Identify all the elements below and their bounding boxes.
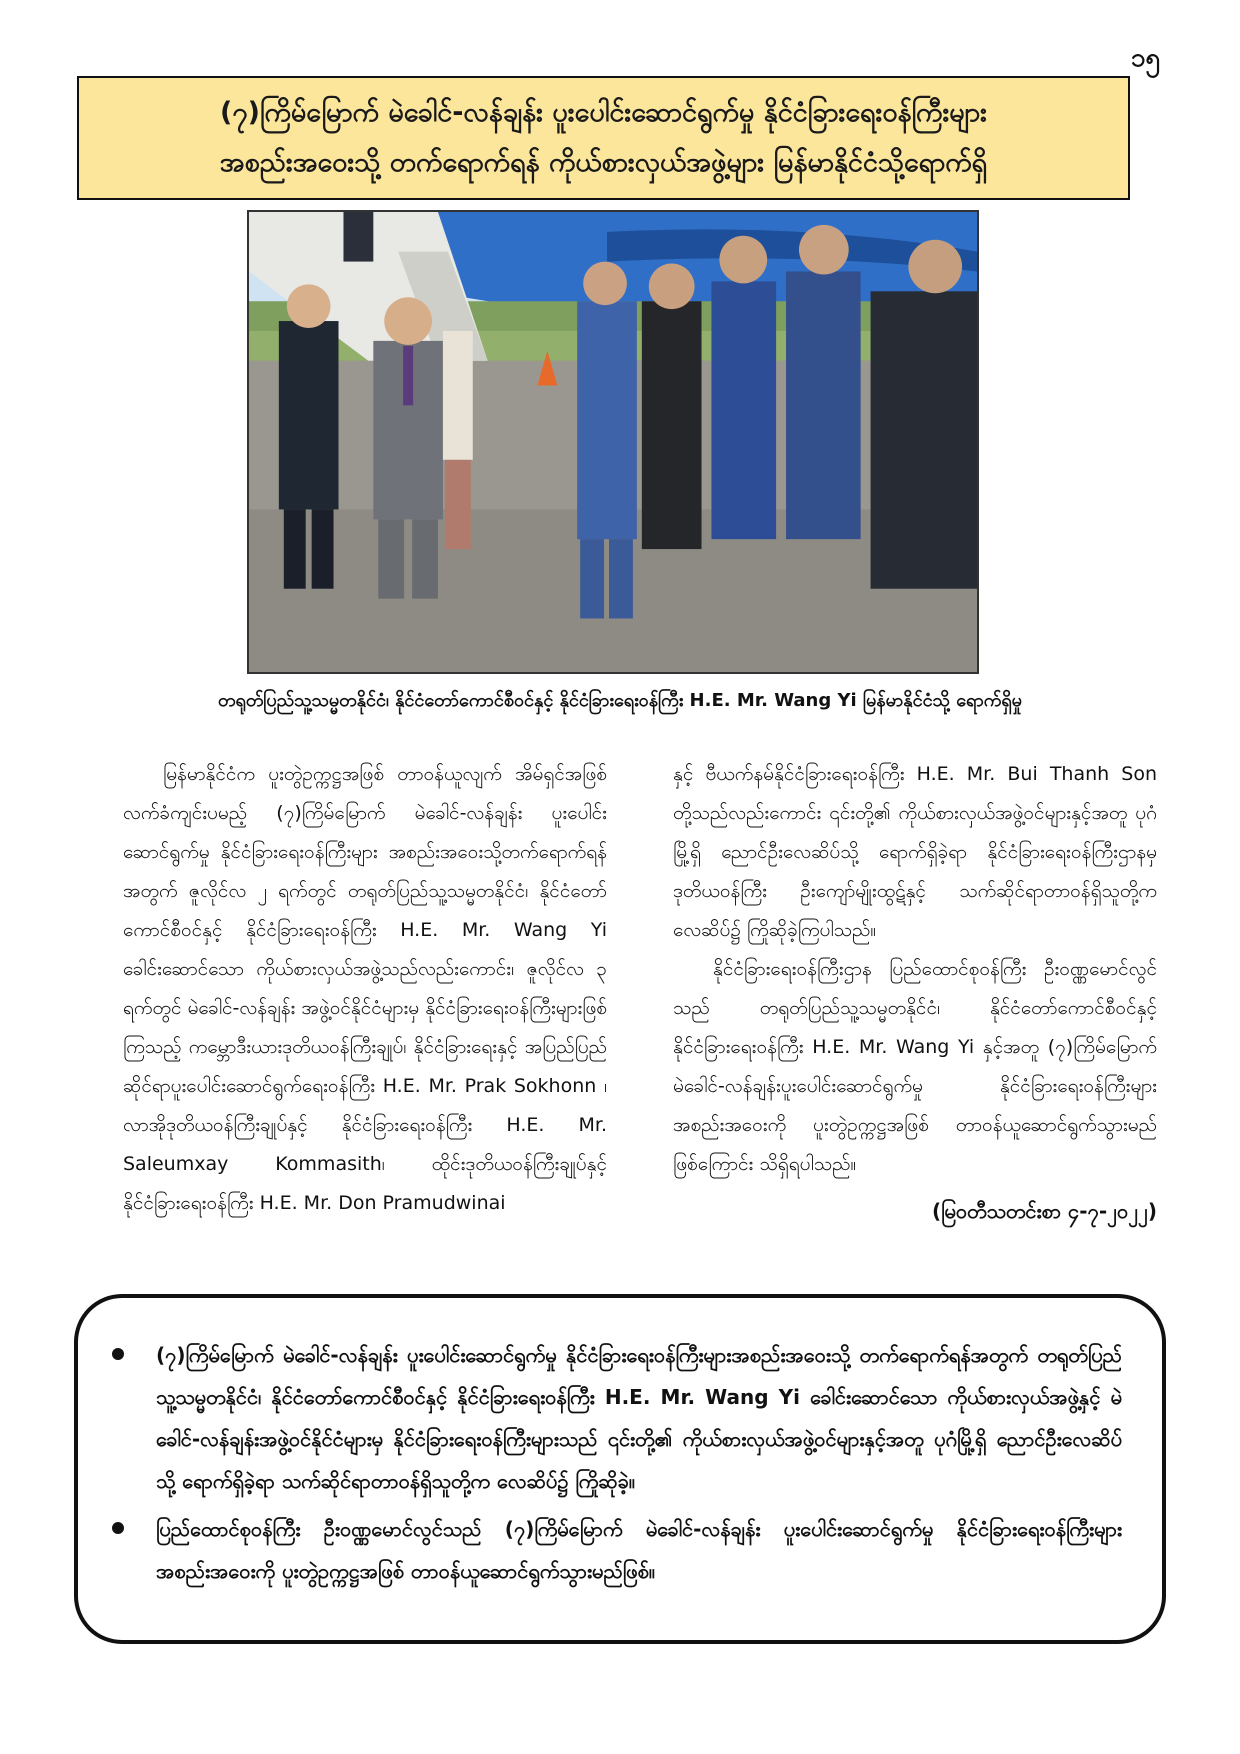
headline-line-2: အစည်းအဝေးသို့ တက်ရောက်ရန် ကိုယ်စားလှယ်အဖွဲ့များ မြန်မာနိုင်ငံသို့ရောက်ရှိ: [219, 147, 988, 178]
page-number: ၁၅: [1130, 43, 1160, 73]
article-body: [123, 755, 1157, 1255]
summary-item: [108, 1508, 1122, 1592]
summary-item: [108, 1334, 1122, 1502]
article-paragraph: နှင့် ဗီယက်နမ်နိုင်ငံခြားရေးဝန်ကြီး H.E. Mr. Bui Thanh Son တို့သည်လည်းကောင်း ၎င်းတို့၏ ကိုယ်စားလှယ်အဖွဲ့ဝင်များနှင့်အတူ ပုဂံမြို့ရှိ ညောင်ဦးလေဆိပ်သို့ ရောက်ရှိခဲ့ရာ နိုင်ငံခြားရေးဝန်ကြီးဌာနမှ ဒုတိယဝန်ကြီး ဦးကျော်မျိုးထွဋ်နှင့် သက်ဆိုင်ရာတာဝန်ရှိသူတို့က လေဆိပ်၌ ကြိုဆိုခဲ့ကြပါသည်။: [673, 763, 1157, 941]
photo-caption: တရုတ်ပြည်သူ့သမ္မတနိုင်ငံ၊ နိုင်ငံတော်ကောင်စီဝင်နှင့် နိုင်ငံခြားရေးဝန်ကြီး H.E. Mr. Wang Yi မြန်မာနိုင်ငံသို့ ရောက်ရှိမှု: [218, 690, 1022, 711]
news-photo: [247, 210, 979, 674]
summary-text: (၇)ကြိမ်မြောက် မဲခေါင်-လန်ချန်း ပူးပေါင်းဆောင်ရွက်မှု နိုင်ငံခြားရေးဝန်ကြီးများအစည်းအဝေးသို့ တက်ရောက်ရန်အတွက် တရုတ်ပြည်သူ့သမ္မတနိုင်ငံ၊ နိုင်ငံတော်ကောင်စီဝင်နှင့် နိုင်ငံခြားရေးဝန်ကြီး H.E. Mr. Wang Yi ခေါင်းဆောင်သော ကိုယ်စားလှယ်အဖွဲ့နှင့် မဲခေါင်-လန်ချန်းအဖွဲ့ဝင်နိုင်ငံများမှ နိုင်ငံခြားရေးဝန်ကြီးများသည် ၎င်းတို့၏ ကိုယ်စားလှယ်အဖွဲ့ဝင်များနှင့်အတူ ပုဂံမြို့ရှိ ညောင်ဦးလေဆိပ်သို့ ရောက်ရှိခဲ့ရာ သက်ဆိုင်ရာတာဝန်ရှိသူတို့က လေဆိပ်၌ ကြိုဆိုခဲ့။: [156, 1343, 1122, 1493]
article-column-left: [123, 755, 607, 1255]
article-paragraph: နိုင်ငံခြားရေးဝန်ကြီးဌာန ပြည်ထောင်စုဝန်ကြီး ဦးဝဏ္ဏမောင်လွင်သည် တရုတ်ပြည်သူ့သမ္မတနိုင်ငံ၊ နိုင်ငံတော်ကောင်စီဝင်နှင့် နိုင်ငံခြားရေးဝန်ကြီး H.E. Mr. Wang Yi နှင့်အတူ (၇)ကြိမ်မြောက် မဲခေါင်-လန်ချန်းပူးပေါင်းဆောင်ရွက်မှု နိုင်ငံခြားရေးဝန်ကြီးများအစည်းအဝေးကို ပူးတွဲဥက္ကဋ္ဌအဖြစ် တာဝန်ယူဆောင်ရွက်သွားမည်ဖြစ်ကြောင်း သိရှိရပါသည်။: [673, 958, 1157, 1175]
airport-arrival-photo: [249, 212, 977, 672]
summary-list: [108, 1334, 1122, 1592]
headline-box: [77, 76, 1130, 200]
headline-line-1: (၇)ကြိမ်မြောက် မဲခေါင်-လန်ချန်း ပူးပေါင်းဆောင်ရွက်မှု နိုင်ငံခြားရေးဝန်ကြီးများ: [220, 97, 987, 128]
source-citation: (မြဝတီသတင်းစာ ၄-၇-၂၀၂၂): [931, 1199, 1157, 1223]
summary-box: [74, 1294, 1166, 1644]
article-paragraph: မြန်မာနိုင်ငံက ပူးတွဲဥက္ကဋ္ဌအဖြစ် တာဝန်ယူလျက် အိမ်ရှင်အဖြစ် လက်ခံကျင်းပမည့် (၇)ကြိမ်မြောက် မဲခေါင်-လန်ချန်း ပူးပေါင်းဆောင်ရွက်မှု နိုင်ငံခြားရေးဝန်ကြီးများ အစည်းအဝေးသို့တက်ရောက်ရန်အတွက် ဇူလိုင်လ ၂ ရက်တွင် တရုတ်ပြည်သူ့သမ္မတနိုင်ငံ၊ နိုင်ငံတော်ကောင်စီဝင်နှင့် နိုင်ငံခြားရေးဝန်ကြီး H.E. Mr. Wang Yi ခေါင်းဆောင်သော ကိုယ်စားလှယ်အဖွဲ့သည်လည်းကောင်း၊ ဇူလိုင်လ ၃ ရက်တွင် မဲခေါင်-လန်ချန်း အဖွဲ့ဝင်နိုင်ငံများမှ နိုင်ငံခြားရေးဝန်ကြီးများဖြစ်ကြသည့် ကမ္ဘောဒီးယားဒုတိယဝန်ကြီးချုပ်၊ နိုင်ငံခြားရေးနှင့် အပြည်ပြည်ဆိုင်ရာပူးပေါင်းဆောင်ရွက်ရေးဝန်ကြီး H.E. Mr. Prak Sokhonn ၊ လာအိုဒုတိယဝန်ကြီးချုပ်နှင့် နိုင်ငံခြားရေးဝန်ကြီး H.E. Mr. Saleumxay Kommasith၊ ထိုင်းဒုတိယဝန်ကြီးချုပ်နှင့် နိုင်ငံခြားရေးဝန်ကြီး H.E. Mr. Don Pramudwinai: [123, 763, 607, 1214]
article-column-right: [673, 755, 1157, 1255]
bullet-icon: [112, 1522, 124, 1534]
summary-text: ပြည်ထောင်စုဝန်ကြီး ဦးဝဏ္ဏမောင်လွင်သည် (၇)ကြိမ်မြောက် မဲခေါင်-လန်ချန်း ပူးပေါင်းဆောင်ရွက်မှု နိုင်ငံခြားရေးဝန်ကြီးများ အစည်းအဝေးကို ပူးတွဲဥက္ကဋ္ဌအဖြစ် တာဝန်ယူဆောင်ရွက်သွားမည်ဖြစ်။: [156, 1517, 1122, 1583]
bullet-icon: [112, 1348, 124, 1360]
